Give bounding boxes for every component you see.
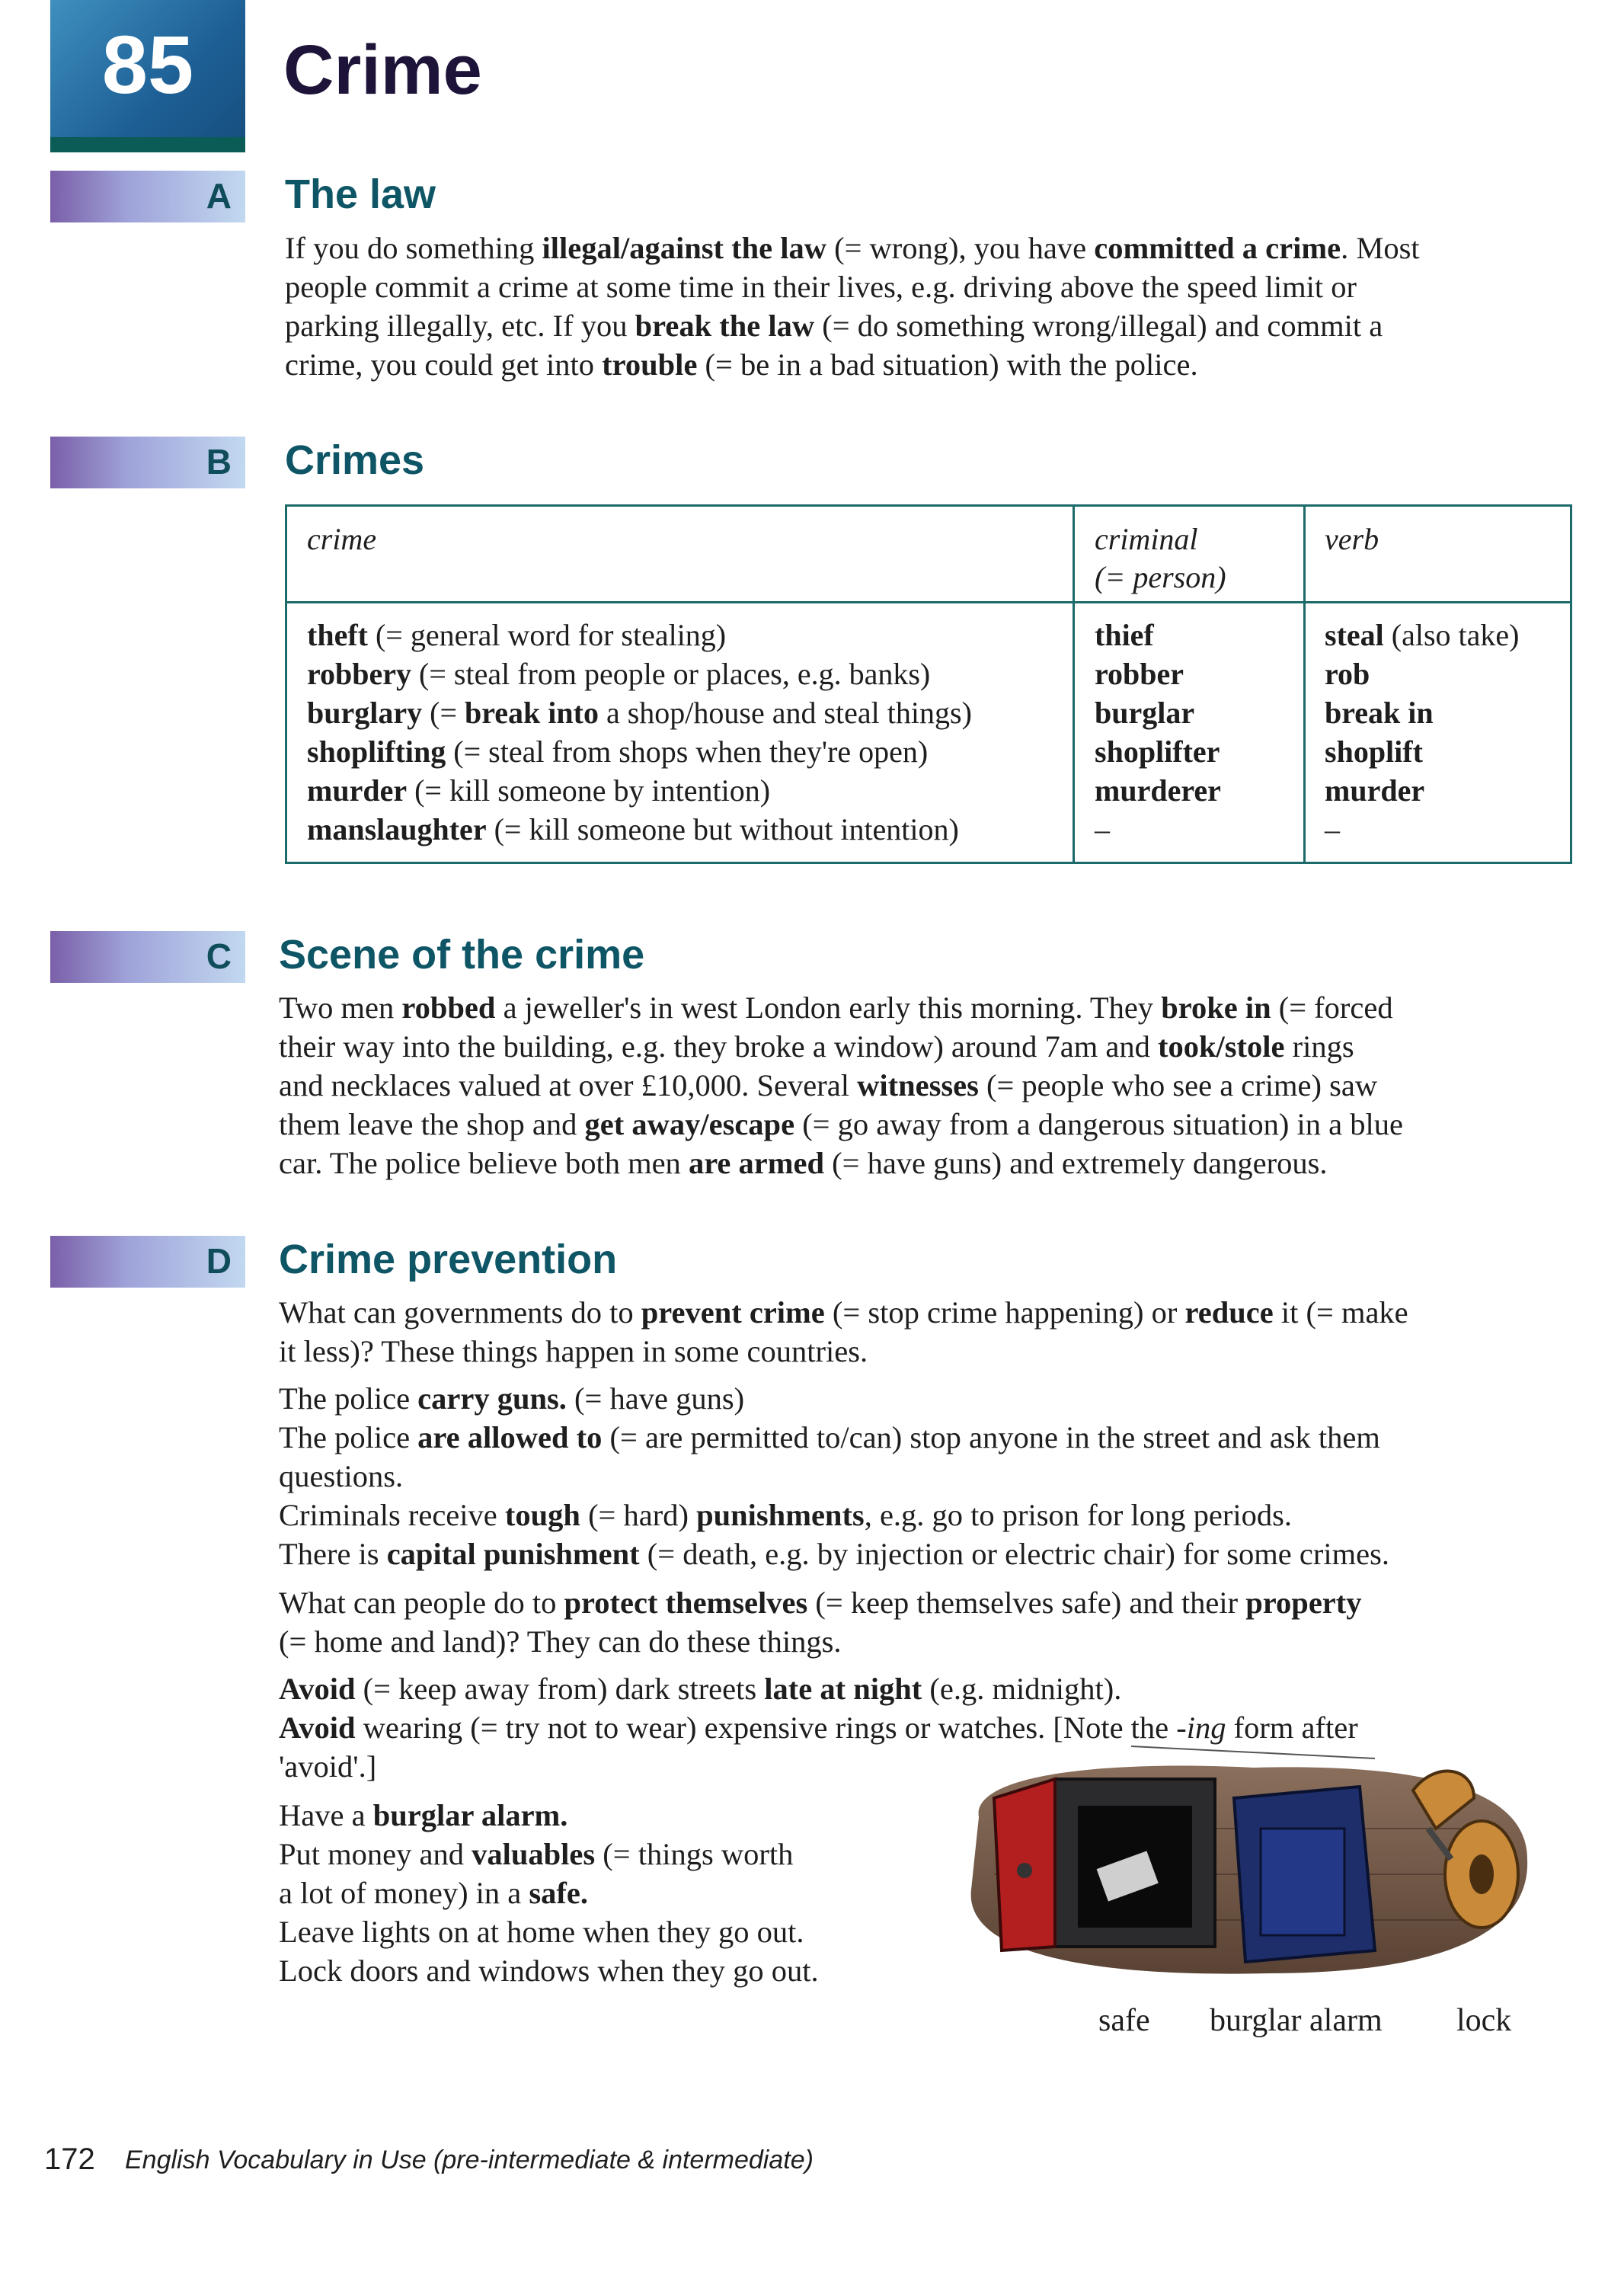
keyword: protect themselves	[564, 1586, 808, 1620]
book-title: English Vocabulary in Use (pre-intermediate & intermediate)	[125, 2146, 814, 2174]
keyword: break in	[1325, 696, 1434, 730]
section-d-intro	[279, 1293, 1408, 1371]
section-c-heading: Scene of the crime	[279, 932, 645, 978]
section-d-marker	[50, 1236, 245, 1288]
text-run: There is	[279, 1537, 387, 1571]
illustration-accent-line	[1131, 1746, 1375, 1758]
text-line	[285, 345, 1420, 384]
table-row-criminal	[1095, 693, 1221, 732]
section-d-government-list	[279, 1379, 1389, 1573]
keyword: shoplifting	[307, 734, 446, 769]
table-column-crime	[307, 616, 972, 849]
table-row-criminal	[1095, 616, 1221, 654]
table-row-verb	[1325, 732, 1519, 771]
section-a-heading: The law	[285, 171, 436, 217]
keyword: theft	[307, 618, 368, 652]
text-line	[279, 1534, 1389, 1573]
text-run: parking illegally, etc. If you	[285, 309, 635, 343]
text-run: (= go away from a dangerous situation) in a blue	[794, 1107, 1403, 1141]
keyword: capital punishment	[386, 1537, 640, 1571]
text-run: form after	[1226, 1710, 1358, 1745]
text-run: (= have guns)	[566, 1381, 745, 1416]
table-row-crime	[307, 810, 972, 849]
text-run: The police	[279, 1420, 418, 1454]
keyword: late at night	[764, 1672, 922, 1706]
table-row-crime	[307, 732, 972, 771]
text-run: 'avoid'.]	[279, 1749, 377, 1784]
text-run: them leave the shop and	[279, 1107, 585, 1141]
keyword: committed a crime	[1094, 231, 1341, 265]
table-header-verb: verb	[1325, 522, 1379, 556]
text-run: (= kill someone by intention)	[407, 773, 771, 808]
text-run: car. The police believe both men	[279, 1146, 689, 1180]
text-run: their way into the building, e.g. they broke a window) around 7am and	[279, 1029, 1158, 1064]
page-number: 172	[44, 2142, 95, 2176]
keyword: thief	[1095, 618, 1154, 652]
text-line	[279, 1951, 819, 1990]
text-line	[279, 1027, 1403, 1066]
table-header-criminal-note: (= person)	[1095, 560, 1226, 594]
text-run: a lot of money) in a	[279, 1876, 529, 1910]
table-header-crime: crime	[307, 522, 377, 556]
text-run: (= steal from shops when they're open)	[446, 734, 929, 769]
keyword: shoplift	[1325, 734, 1423, 769]
crimes-table	[285, 504, 1572, 864]
section-b-marker	[50, 437, 245, 488]
text-run: If you do something	[285, 231, 542, 265]
keyword: robbed	[401, 990, 496, 1025]
keyword: illegal/against the law	[542, 231, 826, 265]
text-run: (= steal from people or places, e.g. banks)	[411, 657, 931, 691]
text-run: . Most	[1341, 231, 1420, 265]
table-header-rule	[287, 601, 1570, 603]
table-column-verb	[1325, 616, 1519, 849]
table-row-verb	[1325, 654, 1519, 693]
unit-box-bar	[50, 137, 245, 152]
text-line	[279, 1379, 1389, 1418]
text-line	[285, 229, 1420, 267]
section-d-letter: D	[206, 1241, 232, 1281]
table-divider	[1303, 507, 1306, 862]
text-run: What can governments do to	[279, 1295, 641, 1330]
keyword: murder	[307, 773, 408, 808]
keyword: get away/escape	[584, 1107, 795, 1141]
unit-number: 85	[101, 18, 194, 110]
keyword: Avoid	[279, 1710, 356, 1745]
text-line	[279, 1066, 1403, 1105]
text-run: (= have guns) and extremely dangerous.	[824, 1146, 1328, 1180]
keyword: witnesses	[857, 1068, 979, 1102]
text-run: people commit a crime at some time in their lives, e.g. driving above the speed limit or	[285, 270, 1357, 304]
text-run: –	[1325, 812, 1340, 846]
text-run: Lock doors and windows when they go out.	[279, 1954, 819, 1988]
page-title: Crime	[283, 31, 482, 109]
keyword: manslaughter	[307, 812, 487, 846]
text-run: and necklaces valued at over £10,000. Several	[279, 1068, 858, 1102]
keyword: burglar alarm.	[372, 1798, 568, 1832]
text-run: crime, you could get into	[285, 347, 603, 382]
text-line	[279, 1622, 1362, 1661]
table-row-verb	[1325, 616, 1519, 654]
text-line	[279, 1708, 1358, 1747]
keyword: murderer	[1095, 773, 1221, 808]
keyword: tough	[504, 1498, 580, 1532]
keyword: Avoid	[279, 1672, 356, 1706]
text-run: Have a	[279, 1798, 373, 1832]
section-b-heading: Crimes	[285, 437, 425, 483]
text-run: (= general word for stealing)	[367, 618, 727, 652]
keyword: trouble	[602, 347, 698, 382]
keyword: break into	[465, 696, 599, 730]
text-run: a shop/house and steal things)	[598, 696, 972, 730]
text-run: What can people do to	[279, 1586, 564, 1620]
text-run: (= do something wrong/illegal) and commit a	[814, 309, 1383, 343]
text-run: (= hard)	[580, 1498, 697, 1532]
keyword: property	[1245, 1586, 1362, 1620]
table-divider	[1073, 507, 1075, 862]
table-row-crime	[307, 771, 972, 810]
table-row-verb	[1325, 693, 1519, 732]
keyword: prevent crime	[641, 1295, 825, 1330]
keyword: are allowed to	[417, 1420, 603, 1454]
text-run: (= wrong), you have	[826, 231, 1095, 265]
table-row-criminal	[1095, 771, 1221, 810]
text-run: –	[1095, 812, 1110, 846]
text-run: , e.g. go to prison for long periods.	[864, 1498, 1293, 1532]
text-run: The police	[279, 1381, 418, 1416]
table-row-criminal	[1095, 732, 1221, 771]
section-a-body	[285, 229, 1420, 384]
text-run: it (= make	[1273, 1295, 1408, 1330]
keyword: reduce	[1184, 1295, 1274, 1330]
caption-burglar-alarm: burglar alarm	[1210, 2003, 1383, 2038]
keyword: robbery	[307, 657, 412, 691]
keyword: took/stole	[1157, 1029, 1285, 1064]
text-run: (= kill someone but without intention)	[486, 812, 959, 846]
text-run: (= keep themselves safe) and their	[807, 1586, 1246, 1620]
text-line	[285, 267, 1420, 306]
table-row-verb	[1325, 810, 1519, 849]
text-line	[279, 1835, 819, 1874]
table-row-verb	[1325, 771, 1519, 810]
table-row-crime	[307, 654, 972, 693]
text-run: (= forced	[1271, 990, 1393, 1025]
section-c-marker	[50, 931, 245, 983]
text-run: it less)? These things happen in some countries.	[279, 1334, 868, 1368]
text-run: (= death, e.g. by injection or electric chair) for some crimes.	[639, 1537, 1389, 1571]
text-run: questions.	[279, 1459, 404, 1493]
section-b-letter: B	[206, 442, 232, 482]
text-line	[279, 1293, 1408, 1332]
keyword: punishments	[696, 1498, 865, 1532]
text-run: Two men	[279, 990, 402, 1025]
text-line	[279, 1105, 1403, 1144]
text-line	[279, 1332, 1408, 1371]
text-line	[279, 1144, 1403, 1182]
text-run: (= things worth	[595, 1837, 794, 1871]
text-run: (also take)	[1383, 618, 1520, 652]
text-line	[279, 1874, 819, 1912]
table-header-criminal-label: criminal	[1095, 522, 1198, 556]
unit-number-box	[50, 0, 245, 152]
text-run: -ing	[1176, 1710, 1226, 1745]
keyword: burglary	[307, 696, 423, 730]
safe-icon	[994, 1779, 1215, 1950]
section-c-body	[279, 988, 1403, 1182]
keyword: murder	[1325, 773, 1425, 808]
table-header-criminal	[1095, 520, 1226, 597]
keyword: burglar	[1095, 696, 1195, 730]
keyword: rob	[1325, 657, 1370, 691]
text-line	[279, 1912, 819, 1951]
table-row-crime	[307, 616, 972, 654]
text-run: Leave lights on at home when they go out.	[279, 1915, 804, 1949]
text-line	[285, 306, 1420, 345]
text-run: (= keep away from) dark streets	[355, 1672, 765, 1706]
text-line	[279, 988, 1403, 1027]
section-a-letter: A	[206, 176, 232, 216]
section-d-people-intro	[279, 1583, 1362, 1661]
keyword: robber	[1095, 657, 1184, 691]
table-row-crime	[307, 693, 972, 732]
text-run: Put money and	[279, 1837, 472, 1871]
keyword: are armed	[688, 1146, 824, 1180]
keyword: carry guns.	[417, 1381, 567, 1416]
section-d-home-list	[279, 1796, 819, 1990]
section-c-letter: C	[206, 936, 232, 976]
text-run: rings	[1284, 1029, 1354, 1064]
text-run: (= stop crime happening) or	[824, 1295, 1185, 1330]
section-d-heading: Crime prevention	[279, 1237, 618, 1282]
text-run: (= home and land)? They can do these things.	[279, 1624, 842, 1659]
text-run: wearing (= try not to wear) expensive rings or watches. [Note the	[355, 1710, 1177, 1745]
keyword: steal	[1325, 618, 1384, 652]
text-run: (e.g. midnight).	[922, 1672, 1122, 1706]
burglar-alarm-icon	[1234, 1787, 1375, 1962]
section-a-marker	[50, 171, 245, 222]
text-line	[279, 1418, 1389, 1457]
text-line	[279, 1669, 1358, 1708]
text-line	[279, 1496, 1389, 1534]
keyword: broke in	[1161, 990, 1271, 1025]
table-row-criminal	[1095, 810, 1221, 849]
table-column-criminal	[1095, 616, 1221, 849]
text-run: (=	[422, 696, 465, 730]
keyword: safe.	[529, 1876, 589, 1910]
text-line	[279, 1457, 1389, 1496]
keyword: shoplifter	[1095, 734, 1220, 769]
text-run: (= are permitted to/can) stop anyone in the street and ask them	[602, 1420, 1380, 1454]
text-line	[279, 1796, 819, 1835]
keyword: break the law	[635, 309, 815, 343]
text-line	[279, 1583, 1362, 1622]
crime-prevention-illustration	[948, 1745, 1542, 1996]
table-row-criminal	[1095, 654, 1221, 693]
text-run: (= be in a bad situation) with the police.	[697, 347, 1198, 382]
keyword: valuables	[472, 1837, 596, 1871]
caption-lock: lock	[1456, 2003, 1512, 2038]
text-run: a jeweller's in west London early this morning. They	[495, 990, 1162, 1025]
text-run: Criminals receive	[279, 1498, 505, 1532]
text-run: (= people who see a crime) saw	[978, 1068, 1378, 1102]
caption-safe: safe	[1098, 2003, 1150, 2038]
